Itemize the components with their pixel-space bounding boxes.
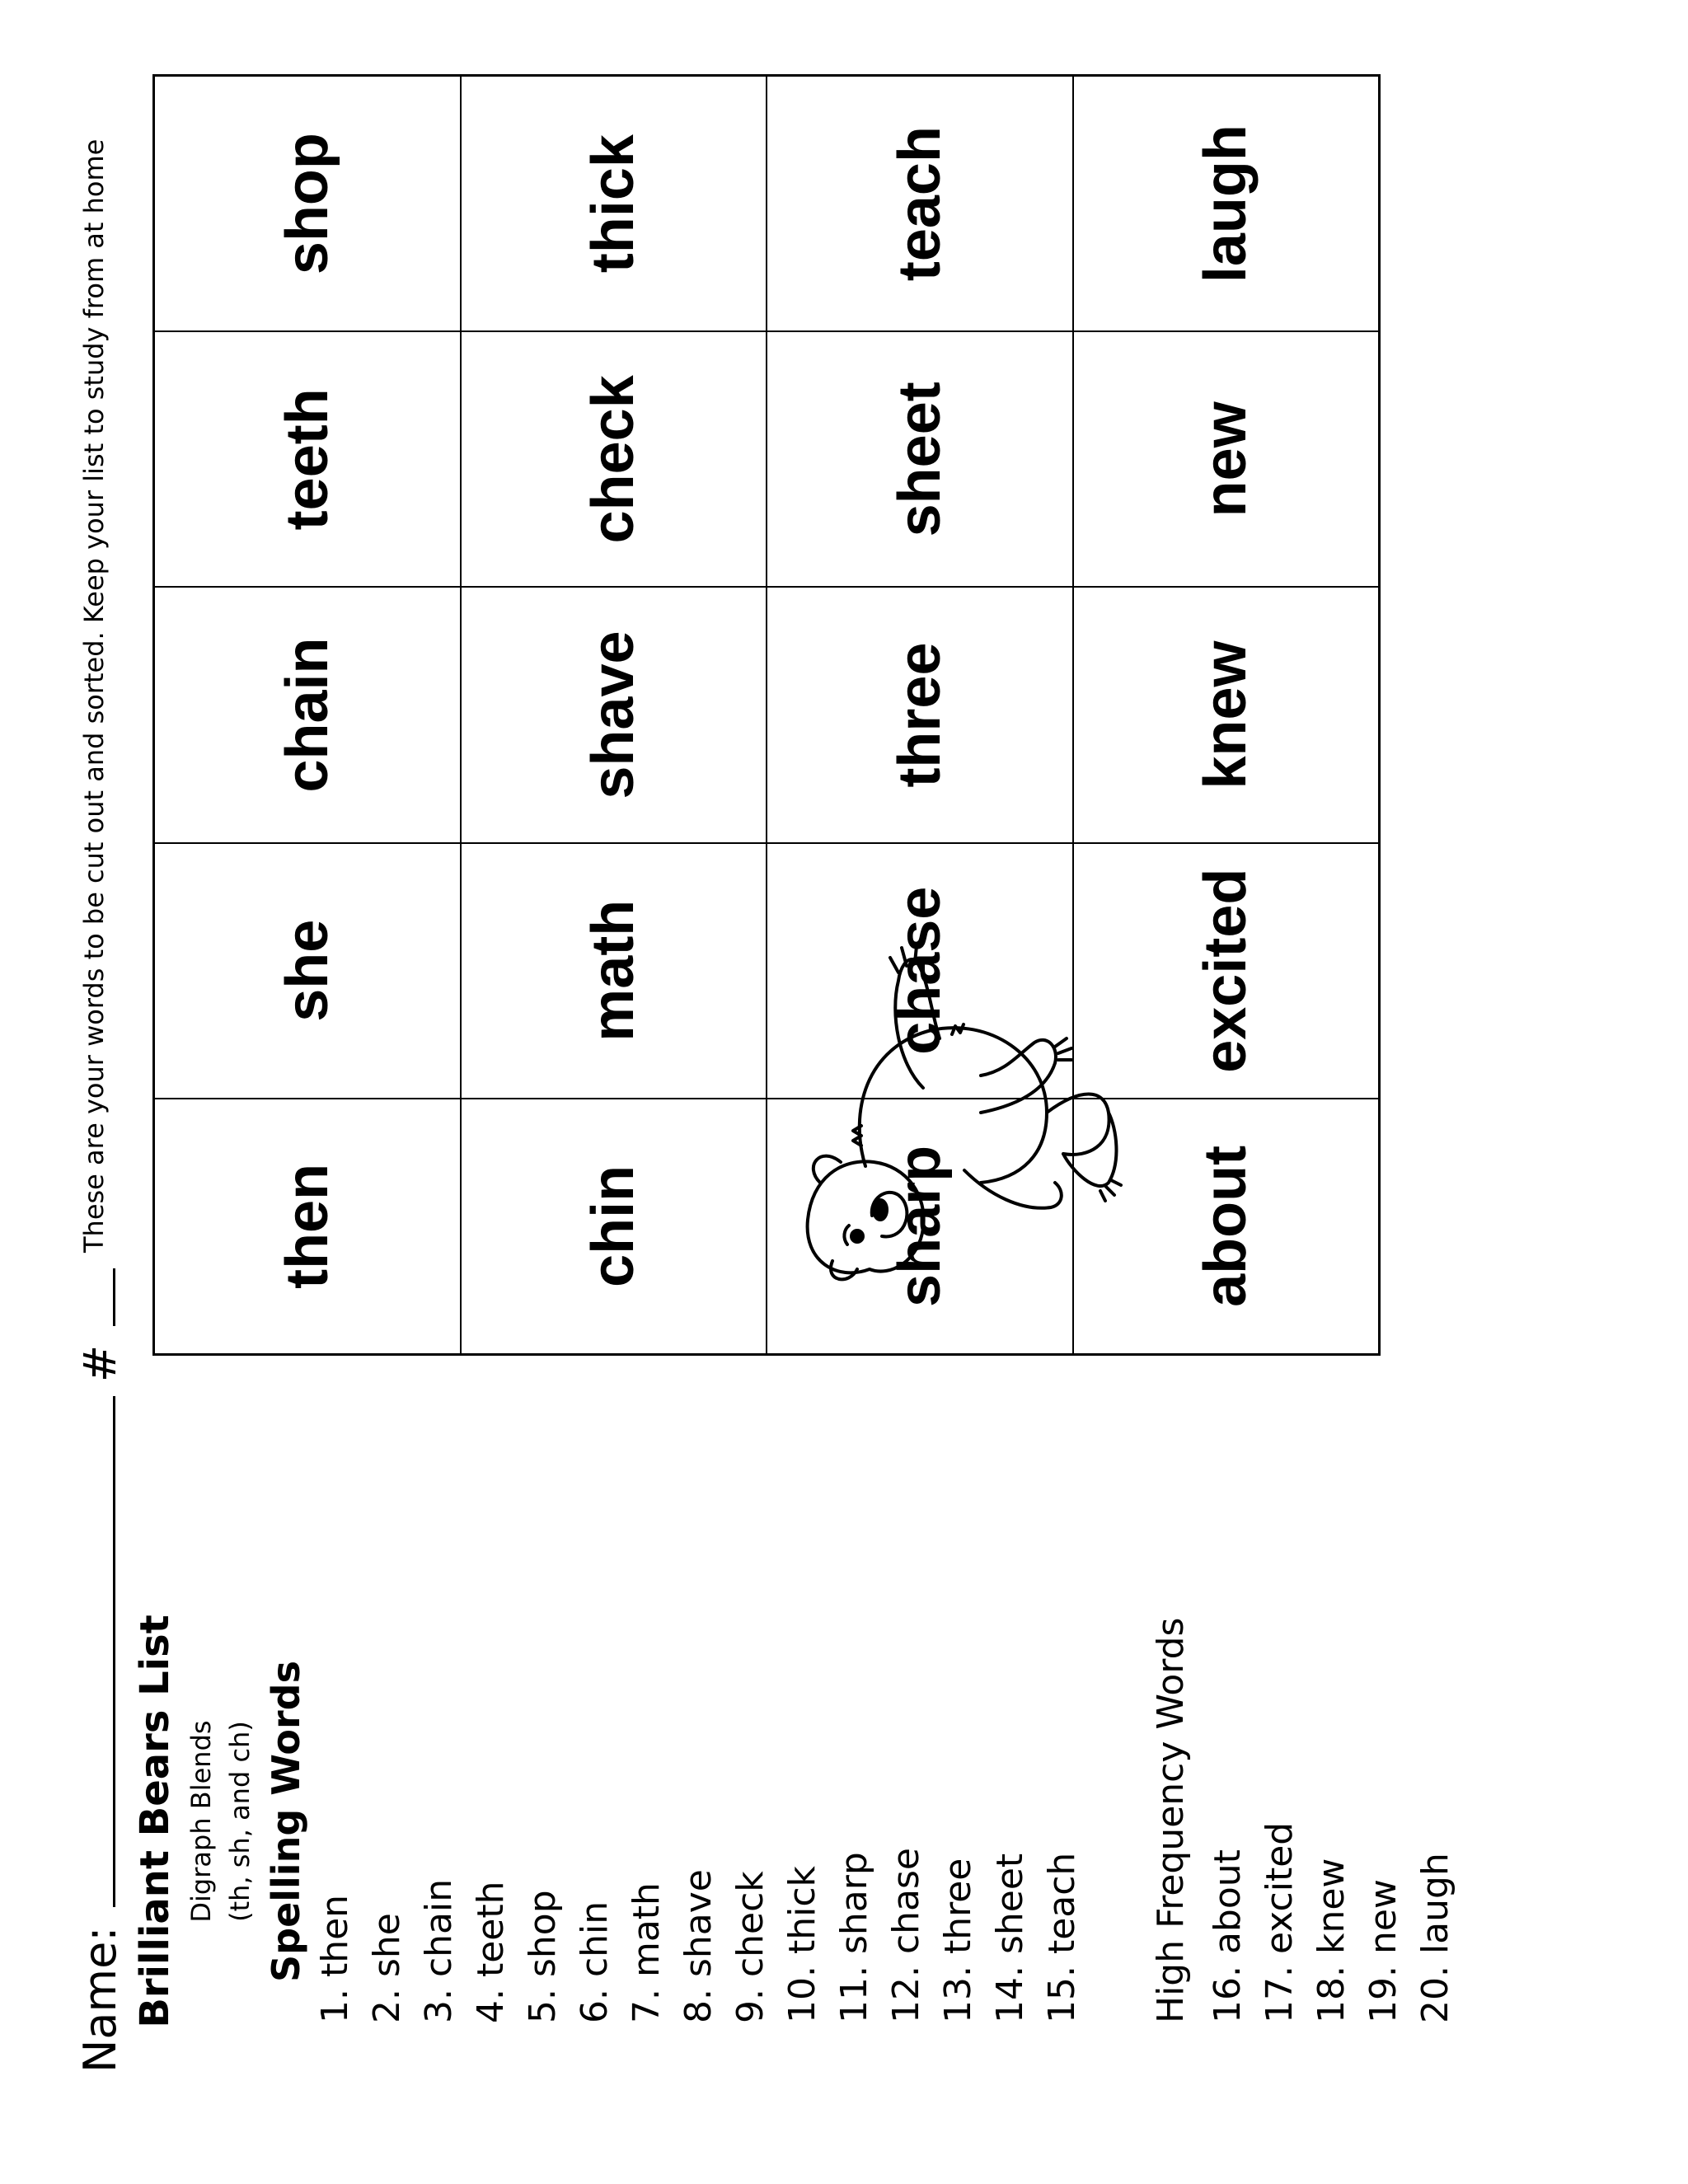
word-card[interactable]: shop [154,76,461,331]
list-item: 18. knew [1311,1858,1353,2023]
list-item: 15. teach [1041,1852,1083,2023]
word-card[interactable]: sharp [767,1099,1073,1354]
word-card[interactable]: check [461,331,767,587]
word-card[interactable]: sheet [767,331,1073,587]
list-item: 4. teeth [470,1881,512,2023]
number-label: # [74,1344,126,1383]
word-card[interactable]: teach [767,76,1073,331]
instructions-text: These are your words to be cut out and sorted. Keep your list to study from at home [78,138,110,1253]
list-item: 12. chase [885,1848,927,2023]
list-item: 6. chin [574,1900,616,2023]
word-card[interactable]: excited [1073,843,1380,1099]
list-item: 16. about [1207,1849,1249,2023]
list-item: 11. sharp [833,1852,875,2023]
list-item: 17. excited [1259,1821,1301,2023]
list-title: Brilliant Bears List [132,1615,178,2028]
word-card[interactable]: teeth [154,331,461,587]
list-item: 7. math [626,1882,668,2023]
list-subtitle-detail: (th, sh, and ch) [224,1721,256,1922]
spelling-words-heading: Spelling Words [264,1661,308,1982]
list-item: 19. new [1362,1879,1404,2023]
list-subtitle: Digraph Blends [185,1720,217,1923]
list-item: 14. sheet [989,1853,1031,2023]
word-card[interactable]: chin [461,1099,767,1354]
word-card[interactable]: math [461,843,767,1099]
list-item: 9. check [729,1871,771,2023]
word-card[interactable]: about [1073,1099,1380,1354]
high-frequency-heading: High Frequency Words [1150,1617,1192,2023]
list-item: 1. then [314,1894,356,2023]
word-card[interactable]: chase [767,843,1073,1099]
name-label: Name: [74,1926,126,2073]
spelling-word-list [309,1848,1088,2023]
list-item: 13. three [937,1858,979,2023]
word-card[interactable]: three [767,587,1073,842]
word-card[interactable]: thick [461,76,767,331]
high-frequency-word-list [1202,1822,1461,2023]
word-list-panel [0,1344,1688,2184]
name-line [74,1268,126,2073]
word-card[interactable]: chain [154,587,461,842]
word-card[interactable]: she [154,843,461,1099]
number-blank[interactable] [77,1268,115,1326]
word-card[interactable]: then [154,1099,461,1354]
list-item: 8. shave [678,1869,720,2023]
word-card[interactable]: shave [461,587,767,842]
name-blank[interactable] [77,1396,115,1907]
word-card[interactable]: knew [1073,587,1380,842]
list-item: 20. laugh [1414,1853,1456,2023]
list-item: 10. thick [781,1866,823,2023]
word-card[interactable]: laugh [1073,76,1380,331]
list-item: 3. chain [418,1878,460,2023]
word-card[interactable]: new [1073,331,1380,587]
word-card-grid [152,74,1381,1356]
list-item: 2. she [366,1913,408,2023]
list-item: 5. shop [522,1890,564,2023]
